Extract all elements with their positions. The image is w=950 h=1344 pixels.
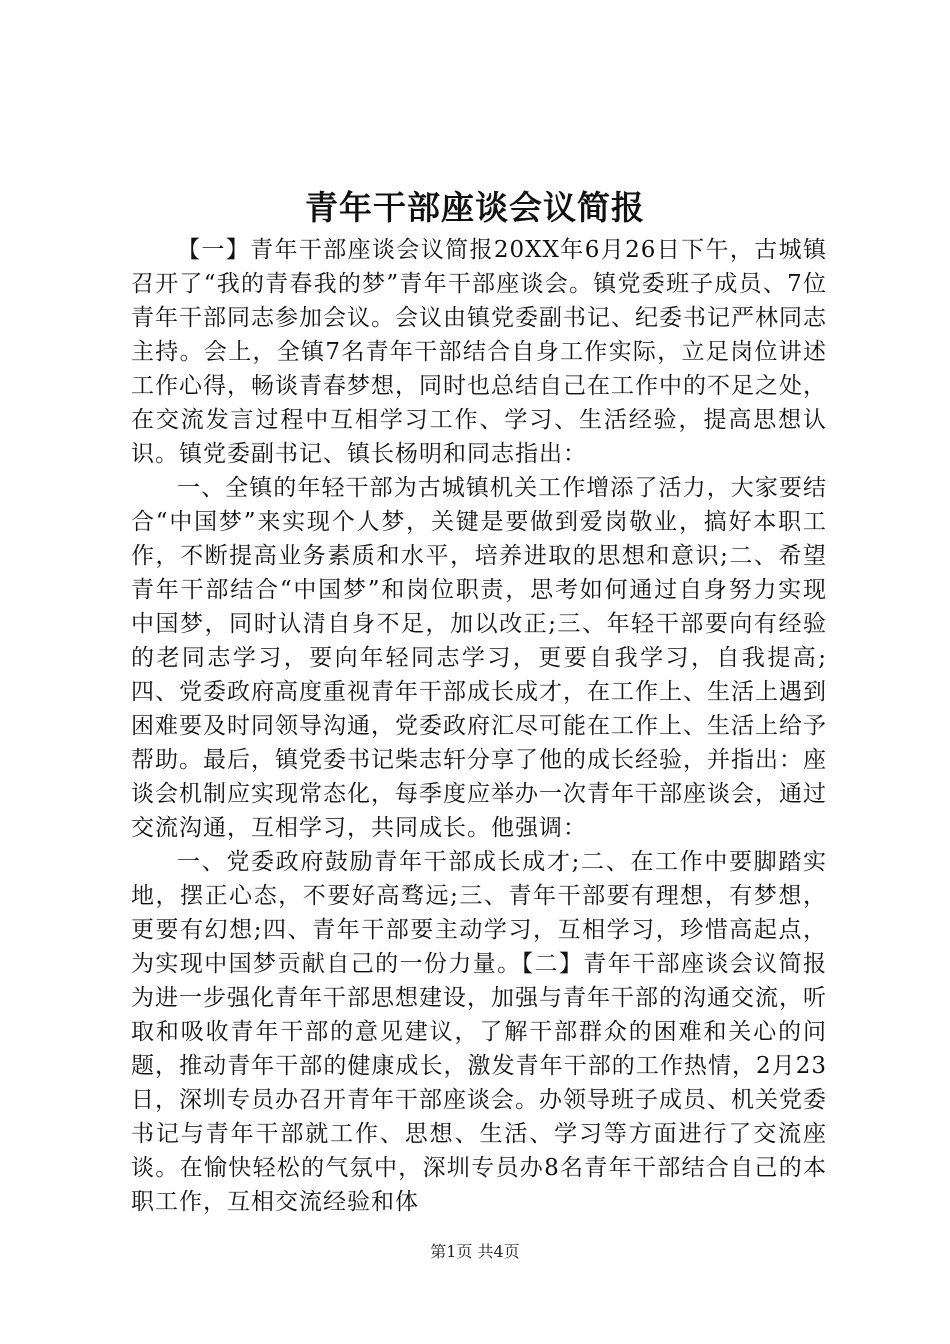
document-title: 青年干部座谈会议简报 [305,188,645,227]
paragraph-3: 一、党委政府鼓励青年干部成长成才;二、在工作中要脚踏实地，摆正心态，不要好高骛远;三、青年干部要有理想，有梦想，更要有幻想;四、青年干部要主动学习，互相学习，珍惜高起点，为实现中国梦贡献自己的一份力量。【二】青年干部座谈会议简报为进一步强化青年干部思想建设，加强与青年干部的沟通交流，听取和吸收青年干部的意见建议，了解干部群众的困难和关心的问题，推动青年干部的健康成长，激发青年干部的工作热情，2月23日，深圳专员办召开青年干部座谈会。办领导班子成员、机关党委书记与青年干部就工作、思想、生活、学习等方面进行了交流座谈。在愉快轻松的气氛中，深圳专员办8名青年干部结合自己的本职工作，互相交流经验和体 [131,849,827,1215]
page-footer: 第1页 共4页 [430,1242,520,1261]
paragraph-1: 【一】青年干部座谈会议简报20XX年6月26日下午，古城镇召开了“我的青春我的梦”青年干部座谈会。镇党委班子成员、7位青年干部同志参加会议。会议由镇党委副书记、纪委书记严林同志主持。会上，全镇7名青年干部结合自身工作实际，立足岗位讲述工作心得，畅谈青春梦想，同时也总结自己在工作中的不足之处，在交流发言过程中互相学习工作、学习、生活经验，提高思想认识。镇党委副书记、镇长杨明和同志指出： [131,237,827,467]
document-body [131,233,827,1219]
paragraph-2: 一、全镇的年轻干部为古城镇机关工作增添了活力，大家要结合“中国梦”来实现个人梦，关键是要做到爱岗敬业，搞好本职工作，不断提高业务素质和水平，培养进取的思想和意识;二、希望青年干部结合“中国梦”和岗位职责，思考如何通过自身努力实现中国梦，同时认清自身不足，加以改正;三、年轻干部要向有经验的老同志学习，要向年轻同志学习，更要自我学习，自我提高;四、党委政府高度重视青年干部成长成才，在工作上、生活上遇到困难要及时同领导沟通，党委政府汇尽可能在工作上、生活上给予帮助。最后，镇党委书记柴志轩分享了他的成长经验，并指出：座谈会机制应实现常态化，每季度应举办一次青年干部座谈会，通过交流沟通，互相学习，共同成长。他强调： [131,475,827,841]
